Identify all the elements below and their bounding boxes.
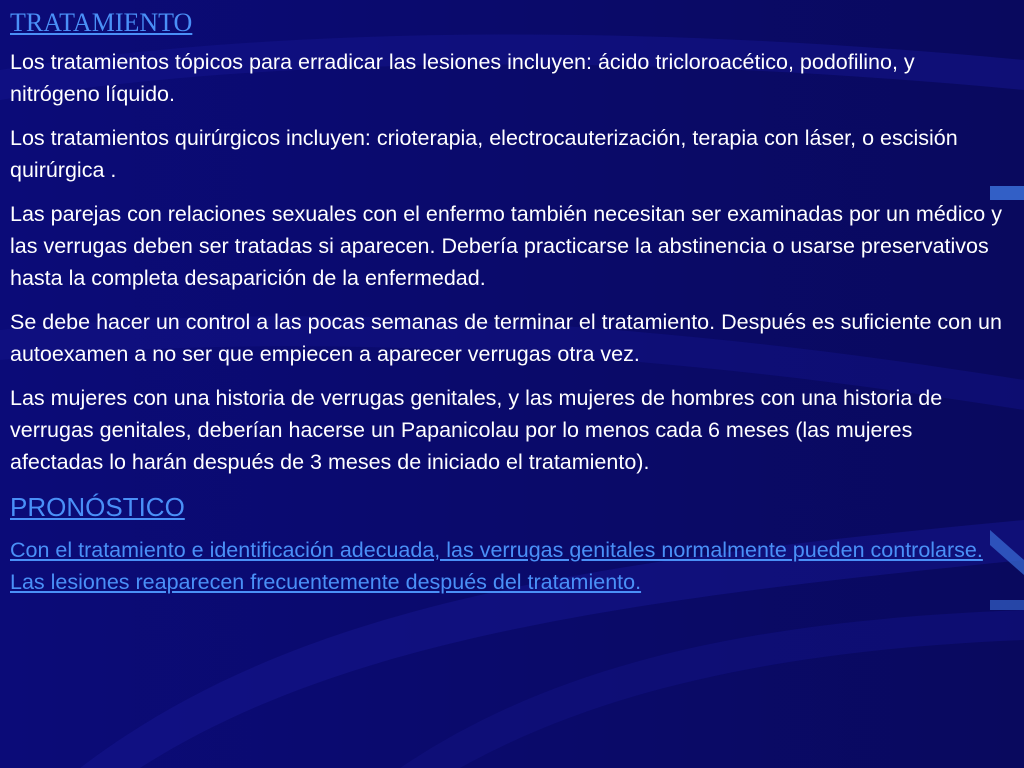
- paragraph-parejas: Las parejas con relaciones sexuales con el enfermo también necesitan ser examinadas por un médico y las verrugas deben ser tratadas si aparecen. Debería practicarse la abstinencia o usarse preservativos hasta la completa desaparición de la enfermedad.: [10, 202, 1002, 290]
- pronostico-link-text[interactable]: Con el tratamiento e identificación adecuada, las verrugas genitales normalmente pueden controlarse. Las lesiones reaparecen frecuentemente después del tratamiento.: [10, 538, 983, 594]
- paragraph-topicos: Los tratamientos tópicos para erradicar las lesiones incluyen: ácido tricloroacético, podofilino, y nitrógeno líquido.: [10, 50, 915, 106]
- tratamiento-heading[interactable]: TRATAMIENTO: [10, 8, 193, 37]
- paragraph-quirurgicos: Los tratamientos quirúrgicos incluyen: crioterapia, electrocauterización, terapia con láser, o escisión quirúrgica .: [10, 126, 958, 182]
- paragraph-control: Se debe hacer un control a las pocas semanas de terminar el tratamiento. Después es suficiente con un autoexamen a no ser que empiecen a aparecer verrugas otra vez.: [10, 310, 1002, 366]
- pronostico-heading[interactable]: PRONÓSTICO: [10, 492, 185, 522]
- slide-content: [10, 6, 1014, 598]
- paragraph-mujeres: Las mujeres con una historia de verrugas genitales, y las mujeres de hombres con una historia de verrugas genitales, deberían hacerse un Papanicolau por lo menos cada 6 meses (las mujeres afectadas lo harán después de 3 meses de iniciado el tratamiento).: [10, 386, 943, 474]
